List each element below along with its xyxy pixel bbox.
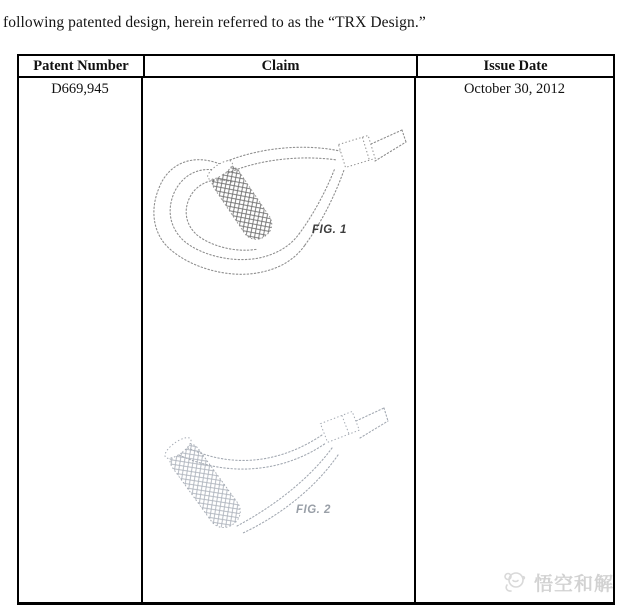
figure-1-drawing <box>144 106 414 338</box>
handle-grip-fig1 <box>204 157 277 245</box>
buckle-fig1 <box>338 135 375 167</box>
figure-2-label: FIG. 2 <box>296 504 331 516</box>
figure-1-label: FIG. 1 <box>312 224 347 236</box>
cell-claim <box>143 78 416 602</box>
watermark-text: 悟空和解 <box>534 573 615 595</box>
header-patent-number: Patent Number <box>19 56 145 76</box>
figure-2-drawing <box>144 406 414 574</box>
handle-grip-fig2 <box>162 434 247 534</box>
header-issue-date: Issue Date <box>483 58 548 74</box>
table-row <box>19 78 613 602</box>
figure-2-svg <box>144 406 414 574</box>
header-claim: Claim <box>145 56 418 76</box>
intro-text: following patented design, herein referred to as the “TRX Design.” <box>3 14 426 31</box>
cell-issue-date: October 30, 2012 <box>463 81 566 97</box>
monkey-logo-icon <box>501 568 529 596</box>
figure-1-svg <box>144 106 414 338</box>
buckle-fig2 <box>320 411 359 442</box>
patent-table <box>17 54 615 605</box>
cell-patent-number: D669,945 <box>19 78 143 602</box>
watermark <box>501 568 614 596</box>
table-header-row <box>19 56 613 78</box>
